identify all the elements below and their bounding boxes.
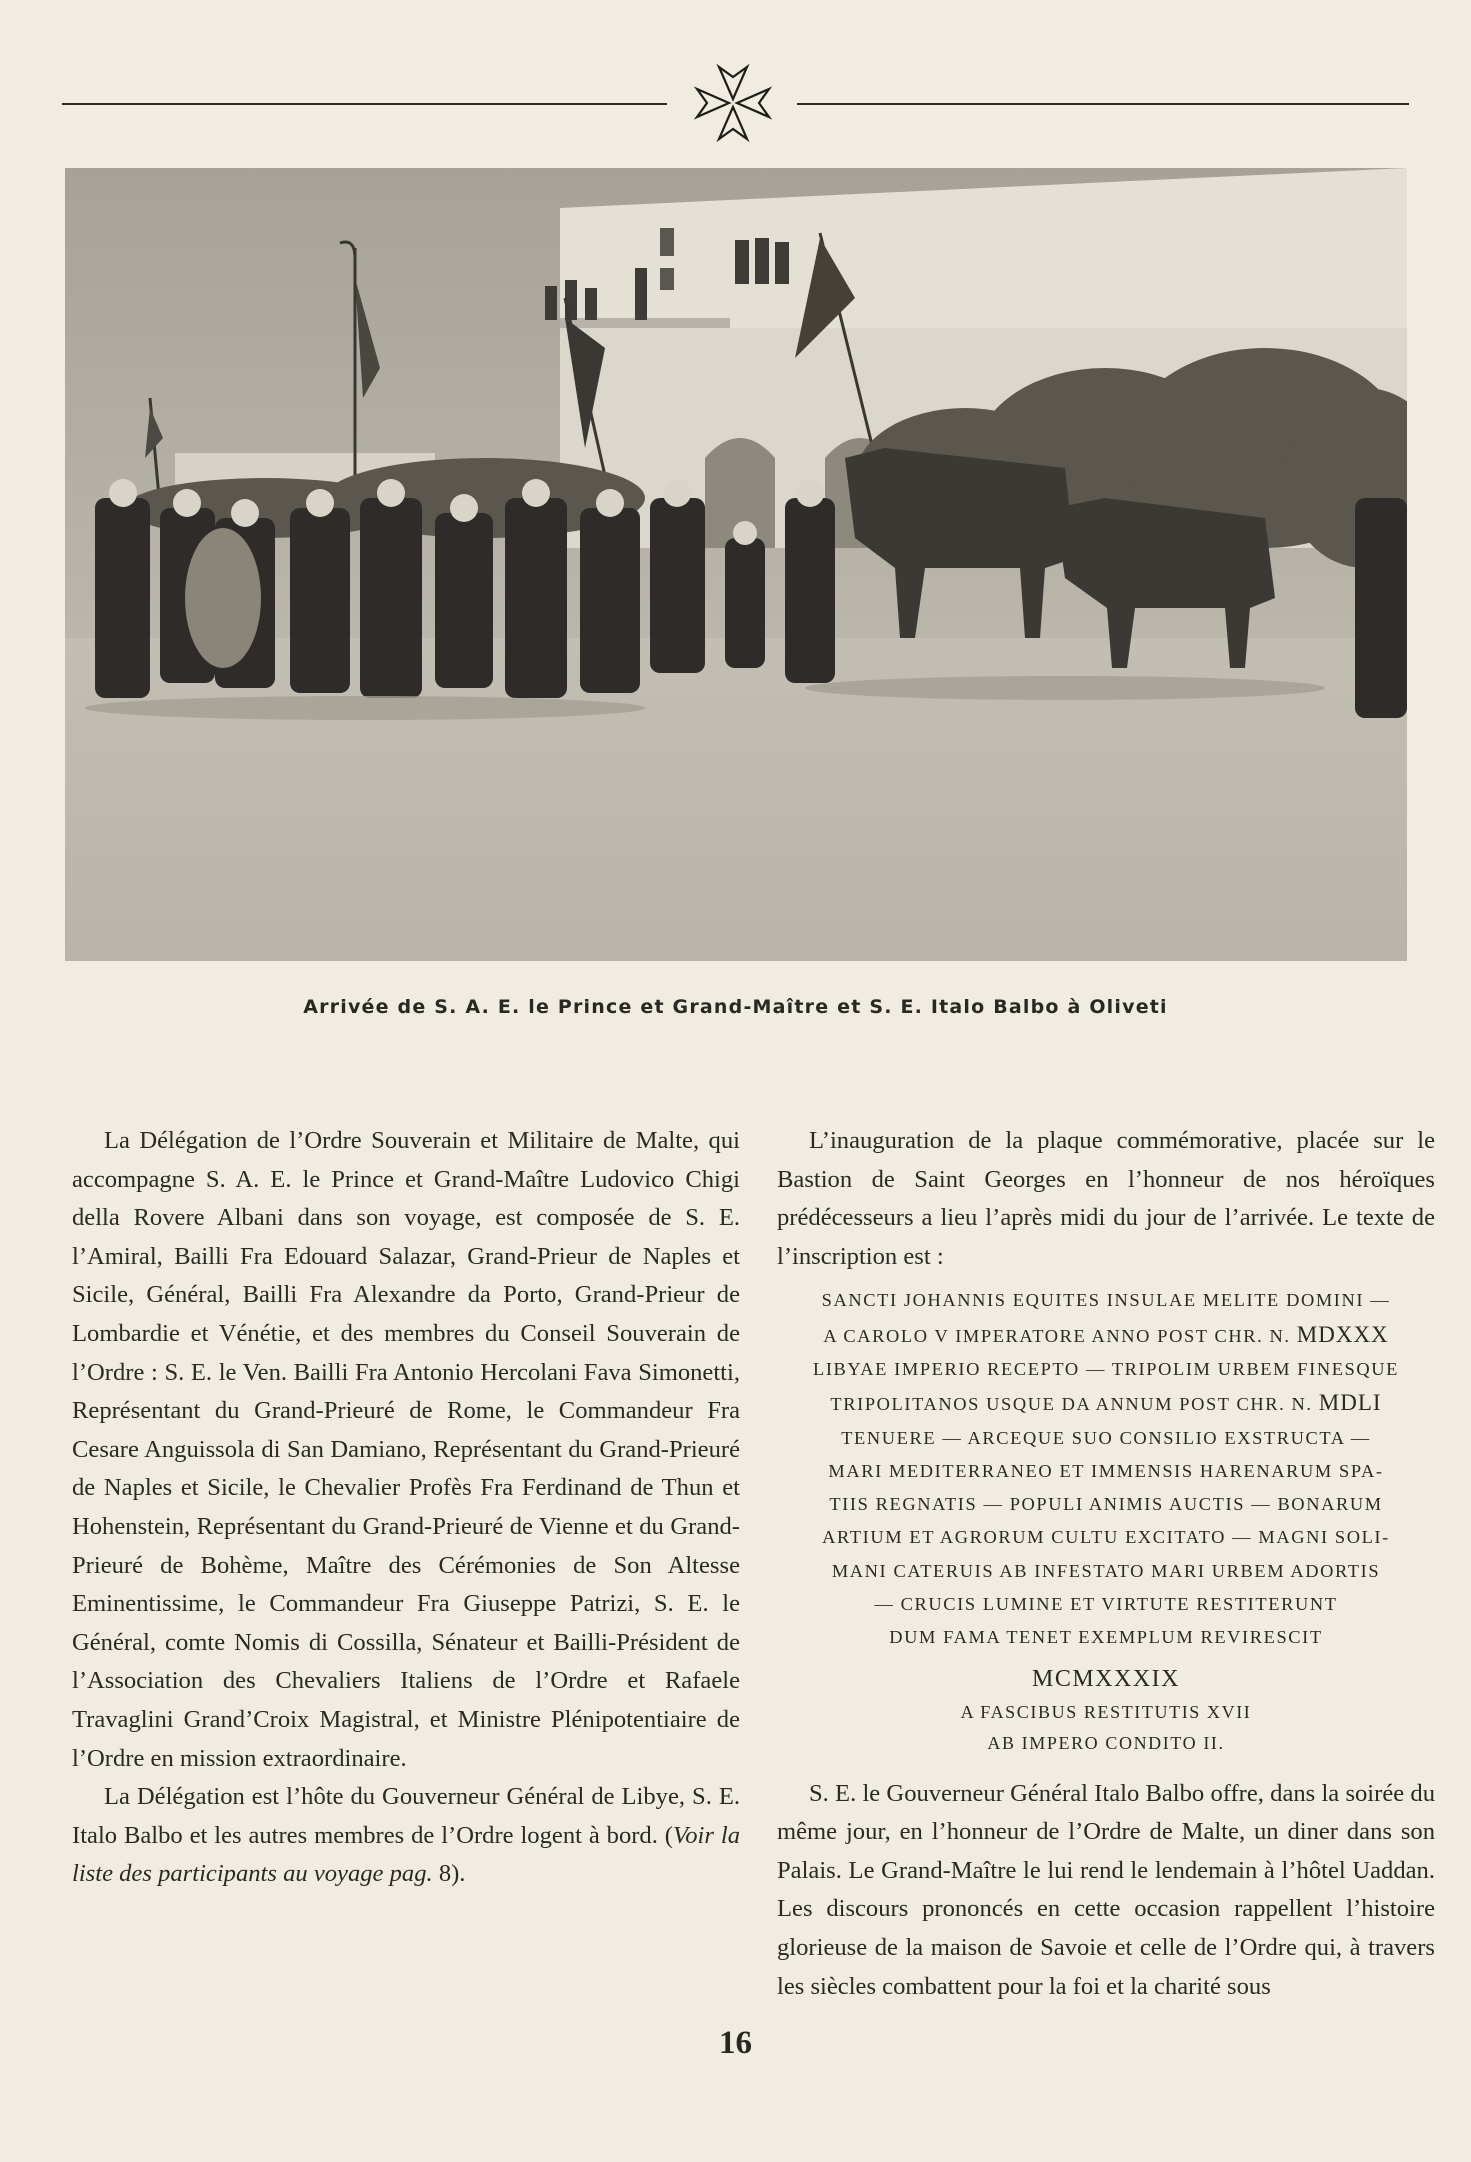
inscription-line: TIIS REGNATIS — POPULI ANIMIS AUCTIS — BONARUM <box>829 1494 1383 1515</box>
maltese-cross-icon <box>692 62 774 144</box>
inscription-line: TENUERE — ARCEQUE SUO CONSILIO EXSTRUCTA — <box>841 1427 1371 1448</box>
inscription-block <box>777 1284 1435 1758</box>
hosting-end: 8). <box>432 1860 466 1888</box>
photo-caption: Arrivée de S. A. E. le Prince et Grand-Maître et S. E. Italo Balbo à Oliveti <box>303 996 1168 1018</box>
inscription-line: TRIPOLITANOS USQUE DA ANNUM POST CHR. N. MDLI <box>830 1390 1382 1416</box>
participants-reference: Voir la liste des participants au voyage pag. <box>72 1821 740 1888</box>
hosting-text: La Délégation est l’hôte du Gouverneur Général de Libye, S. E. Italo Balbo et les autres membres de l’Ordre logent à bord. ( <box>72 1783 740 1849</box>
inscription-line: ARTIUM ET AGRORUM CULTU EXCITATO — MAGNI SOLI- <box>822 1527 1390 1548</box>
inscription-line: MARI MEDITERRANEO ET IMMENSIS HARENARUM SPA- <box>828 1460 1384 1481</box>
inscription-date: MCMXXXIX <box>1031 1665 1180 1692</box>
header-rule-right <box>797 103 1409 105</box>
inscription-line: LIBYAE IMPERIO RECEPTO — TRIPOLIM URBEM FINESQUE <box>813 1358 1399 1379</box>
right-text-column <box>777 1122 1435 2006</box>
hosting-paragraph <box>72 1778 740 1894</box>
inauguration-paragraph: L’inauguration de la plaque commémorative, placée sur le Bastion de Saint Georges en l’honneur de nos héroïques prédécesseurs a lieu l’après midi du jour de l’arrivée. Le texte de l’inscription est : <box>777 1127 1435 1270</box>
delegation-paragraph: La Délégation de l’Ordre Souverain et Militaire de Malte, qui accompagne S. A. E. le Prince et Grand-Maître Ludovico Chigi della Rovere Albani dans son voyage, est composée de S. E. l’Amiral, Bailli Fra Edouard Salazar, Grand-Prieur de Naples et Sicile, Général, Bailli Fra Alexandre da Porto, Grand-Prieur de Lombardie et Vénétie, et des membres du Conseil Souverain de l’Ordre : S. E. le Ven. Bailli Fra Antonio Hercolani Fava Simonetti, Représentant du Grand-Prieuré de Rome, le Commandeur Fra Cesare Anguissola di San Damiano, Représentant du Grand-Prieuré de Naples et Sicile, le Chevalier Profès Fra Ferdinand de Thun et Hohenstein, Représentant du Grand-Prieuré de Vienne et du Grand-Prieuré de Bohème, Maître des Cérémonies de Son Altesse Eminentissime, le Commandeur Fra Giuseppe Patrizi, S. E. le Général, comte Nomis di Cossilla, Sénateur et Bailli-Président de l’Association des Chevaliers Italiens de l’Ordre et Rafaele Travaglini Grand’Croix Magistral, et Ministre Plénipotentiaire de l’Ordre en mission extraordinaire. <box>72 1127 740 1772</box>
inscription-fascibus: A FASCIBUS RESTITUTIS XVII <box>960 1701 1252 1722</box>
page-number: 16 <box>719 2025 752 2061</box>
inscription-line: A CAROLO V IMPERATORE ANNO POST CHR. N. MDXXX <box>823 1321 1389 1347</box>
left-text-column <box>72 1122 740 1894</box>
inscription-line: SANCTI JOHANNIS EQUITES INSULAE MELITE DOMINI — <box>821 1290 1391 1311</box>
inscription-line: MANI CATERUIS AB INFESTATO MARI URBEM ADORTIS <box>831 1560 1381 1581</box>
inscription-line: DUM FAMA TENET EXEMPLUM REVIRESCIT <box>889 1627 1323 1648</box>
arrival-photograph <box>65 168 1407 961</box>
inscription-line: — CRUCIS LUMINE ET VIRTUTE RESTITERUNT <box>874 1594 1338 1615</box>
inscription-impero: AB IMPERO CONDITO II. <box>987 1732 1225 1753</box>
dinner-paragraph: S. E. le Gouverneur Général Italo Balbo offre, dans la soirée du même jour, en l’honneur de l’Ordre de Malte, un diner dans son Palais. Le Grand-Maître le lui rend le lendemain à l’hôtel Uaddan. Les discours prononcés en cette occasion rappellent l’histoire glorieuse de la maison de Savoie et celle de l’Ordre qui, à travers les siècles combattent pour la foi et la charité sous <box>777 1779 1435 2000</box>
header-rule-left <box>62 103 667 105</box>
